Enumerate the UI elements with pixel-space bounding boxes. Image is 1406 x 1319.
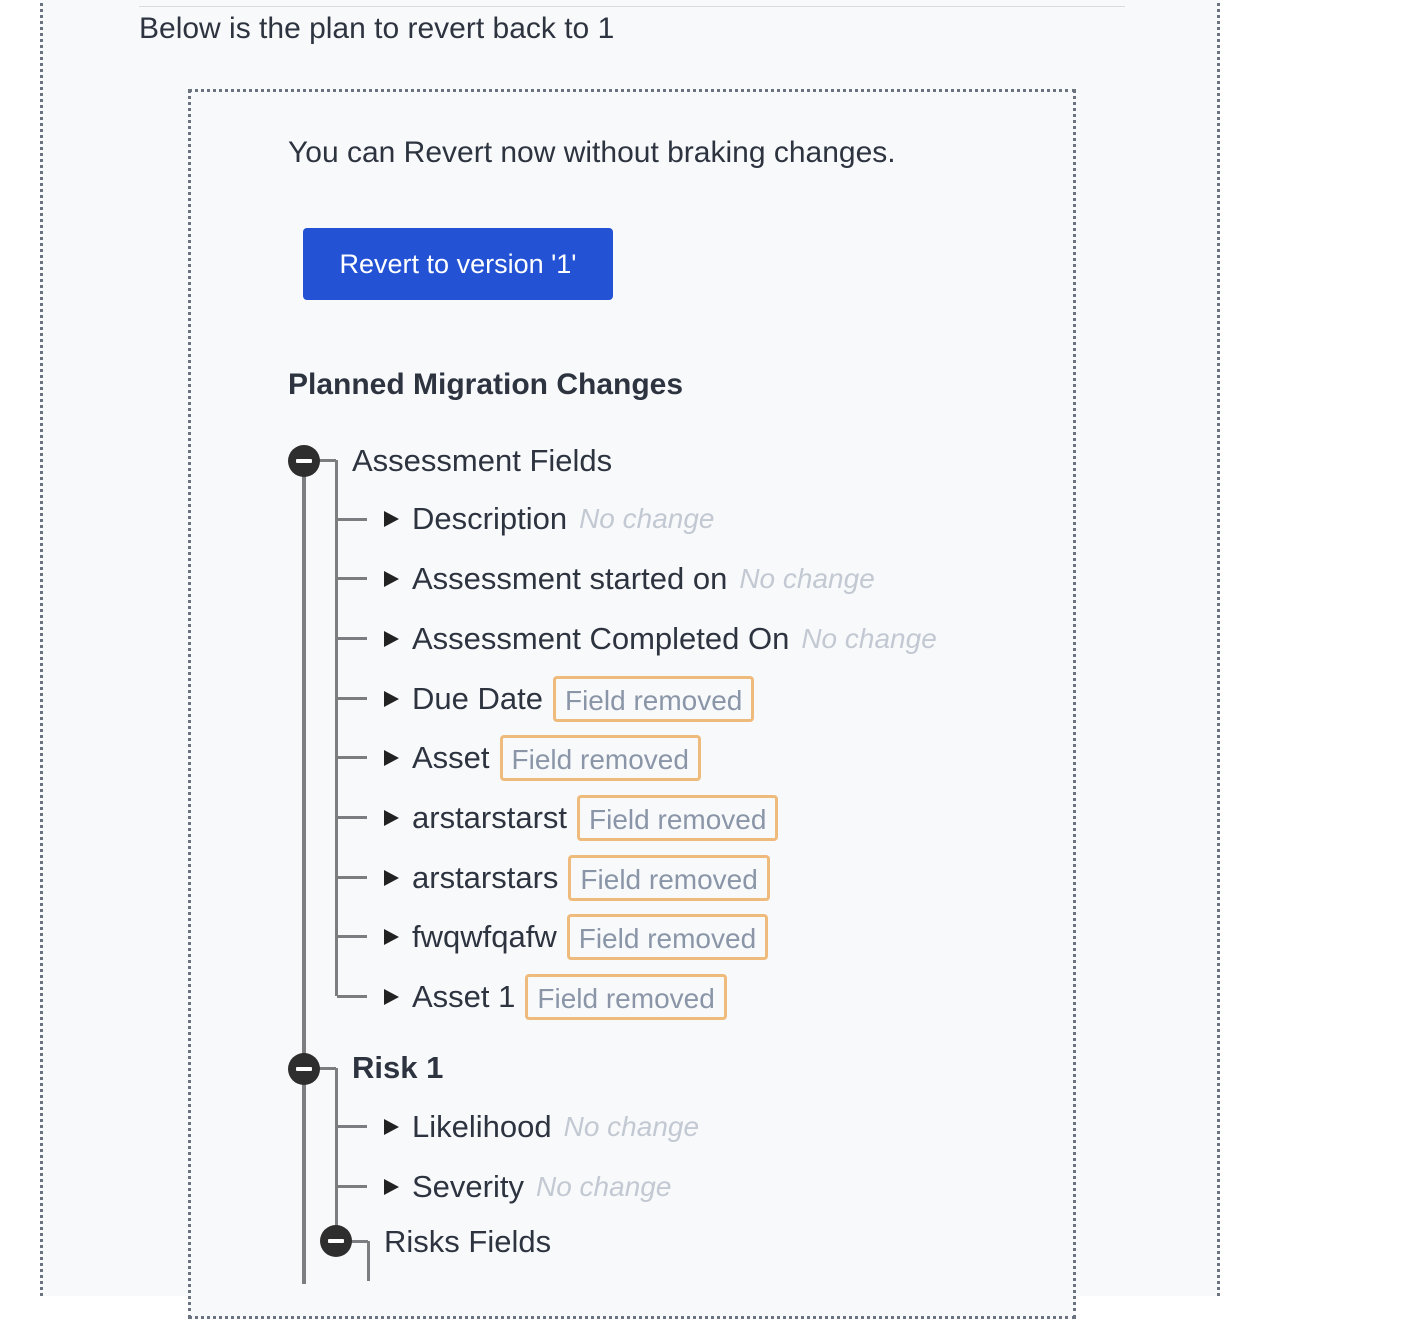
field-name[interactable]: fwqwfqafw [412, 919, 557, 954]
tree-field-row[interactable] [384, 1105, 699, 1149]
field-connector [337, 995, 367, 998]
field-name[interactable]: Description [412, 501, 568, 536]
no-change-status: No change [535, 1171, 672, 1202]
section-heading: Planned Migration Changes [288, 368, 684, 401]
tree-field-row[interactable] [384, 1165, 671, 1209]
tree-field-row[interactable] [384, 915, 768, 959]
divider [139, 6, 1125, 7]
field-connector [337, 637, 367, 640]
tree-field-row[interactable] [384, 497, 715, 541]
collapse-minus-icon[interactable] [288, 445, 320, 477]
field-connector [337, 935, 367, 938]
field-connector [337, 1125, 367, 1128]
field-name[interactable]: Due Date [412, 681, 543, 716]
group-branch-line [335, 460, 338, 996]
field-removed-badge: Field removed [568, 855, 769, 901]
tree-trunk-line [302, 1084, 306, 1284]
no-change-status: No change [801, 623, 937, 654]
tree-field-row[interactable] [384, 617, 937, 661]
no-change-status: No change [563, 1111, 700, 1142]
field-removed-badge: Field removed [525, 974, 726, 1020]
tree-field-row[interactable] [384, 677, 754, 721]
caret-right-icon[interactable] [384, 870, 399, 886]
caret-right-icon[interactable] [384, 929, 399, 945]
field-name[interactable]: Likelihood [412, 1109, 552, 1144]
field-name[interactable]: Assessment Completed On [412, 621, 790, 656]
field-connector [337, 577, 367, 580]
field-connector [337, 876, 367, 879]
subgroup-connector [350, 1240, 368, 1243]
group-branch-line [335, 1068, 338, 1228]
group-connector [318, 1067, 336, 1070]
group-label-risk-1: Risk 1 [352, 1050, 444, 1085]
caret-right-icon[interactable] [384, 810, 399, 826]
field-removed-badge: Field removed [553, 676, 754, 722]
intro-text: Below is the plan to revert back to 1 [139, 12, 615, 45]
tree-field-row[interactable] [384, 796, 778, 840]
tree-field-row[interactable] [384, 736, 701, 780]
tree-field-row[interactable] [384, 557, 875, 601]
group-label-assessment-fields: Assessment Fields [352, 443, 613, 478]
field-connector [337, 697, 367, 700]
group-label-risks-fields: Risks Fields [384, 1224, 552, 1259]
field-name[interactable]: Assessment started on [412, 561, 728, 596]
revert-button[interactable]: Revert to version '1' [303, 228, 613, 300]
status-message: You can Revert now without braking changes. [288, 136, 896, 169]
no-change-status: No change [739, 563, 875, 594]
caret-right-icon[interactable] [384, 511, 399, 527]
tree-trunk-line [302, 476, 306, 1054]
field-name[interactable]: arstarstarst [412, 800, 568, 835]
tree-field-row[interactable] [384, 975, 727, 1019]
caret-right-icon[interactable] [384, 750, 399, 766]
caret-right-icon[interactable] [384, 1179, 399, 1195]
caret-right-icon[interactable] [384, 691, 399, 707]
field-name[interactable]: arstarstars [412, 860, 559, 895]
field-removed-badge: Field removed [500, 735, 701, 781]
caret-right-icon[interactable] [384, 989, 399, 1005]
caret-right-icon[interactable] [384, 631, 399, 647]
collapse-minus-icon[interactable] [320, 1225, 352, 1257]
no-change-status: No change [579, 503, 715, 534]
field-name[interactable]: Asset [412, 740, 490, 775]
field-removed-badge: Field removed [567, 914, 768, 960]
field-name[interactable]: Severity [412, 1169, 524, 1204]
field-connector [337, 756, 367, 759]
subgroup-branch-line [367, 1241, 370, 1281]
caret-right-icon[interactable] [384, 1119, 399, 1135]
caret-right-icon[interactable] [384, 571, 399, 587]
field-name[interactable]: Asset 1 [412, 979, 516, 1014]
field-connector [337, 1185, 367, 1188]
collapse-minus-icon[interactable] [288, 1053, 320, 1085]
group-connector [318, 459, 336, 462]
field-removed-badge: Field removed [577, 795, 778, 841]
field-connector [337, 518, 367, 521]
tree-field-row[interactable] [384, 856, 770, 900]
field-connector [337, 816, 367, 819]
